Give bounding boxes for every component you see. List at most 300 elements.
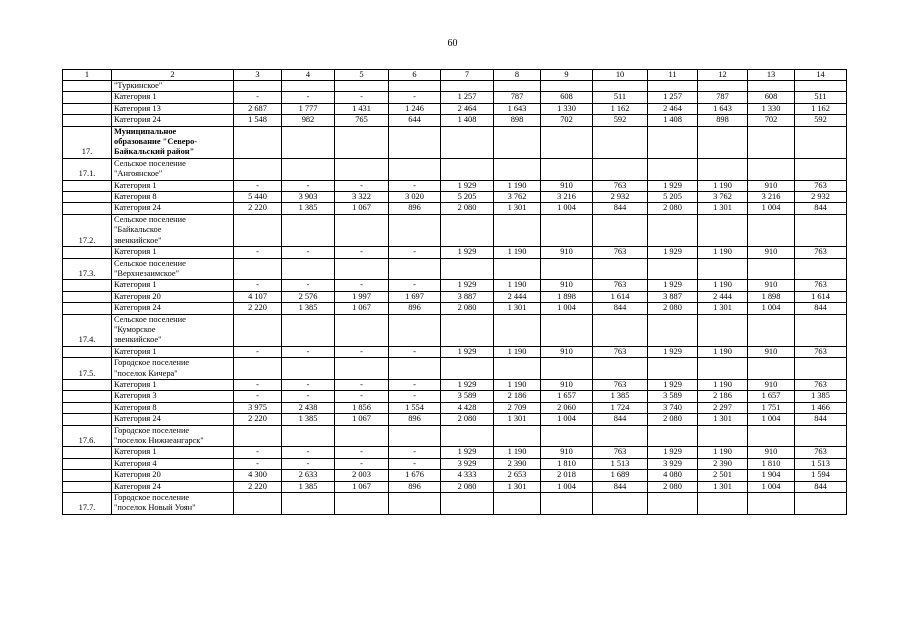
value-cell: 2 080 (648, 203, 698, 214)
value-cell (335, 81, 389, 92)
value-cell: 1 408 (648, 115, 698, 126)
value-cell (494, 358, 541, 380)
value-cell (335, 126, 389, 158)
value-cell (234, 425, 282, 447)
value-cell: - (335, 391, 389, 402)
value-cell (494, 258, 541, 280)
row-name-line: Категория 20 (114, 291, 161, 301)
row-name-line: Категория 24 (114, 203, 161, 213)
value-cell (593, 425, 648, 447)
row-name-line: Категория 24 (114, 115, 161, 125)
row-name-line: Категория 1 (114, 447, 157, 457)
value-cell: 1 190 (698, 247, 748, 258)
value-cell: 5 205 (441, 192, 494, 203)
value-cell: - (389, 458, 441, 469)
page-number: 60 (447, 38, 458, 49)
value-cell: 1 190 (494, 447, 541, 458)
value-cell (234, 158, 282, 180)
value-cell: 1 190 (494, 180, 541, 191)
value-cell: - (335, 180, 389, 191)
value-cell: 1 929 (648, 379, 698, 390)
value-cell (494, 314, 541, 346)
value-cell (389, 214, 441, 246)
value-cell: 3 216 (541, 192, 593, 203)
row-name (112, 303, 234, 314)
value-cell (441, 258, 494, 280)
table-row (63, 291, 847, 302)
table-row (63, 126, 847, 158)
value-cell: 1 385 (282, 303, 335, 314)
value-cell: 592 (795, 115, 847, 126)
value-cell: - (335, 247, 389, 258)
value-cell (541, 314, 593, 346)
value-cell: 2 444 (494, 291, 541, 302)
row-name (112, 447, 234, 458)
value-cell: 4 300 (234, 470, 282, 481)
value-cell: 1 067 (335, 203, 389, 214)
value-cell: - (389, 180, 441, 191)
value-cell: 844 (795, 481, 847, 492)
row-name (112, 414, 234, 425)
value-cell: 844 (593, 203, 648, 214)
value-cell: 898 (494, 115, 541, 126)
table-row (63, 414, 847, 425)
value-cell: 2 390 (698, 458, 748, 469)
row-name-line: "поселок Нижнеангарск" (114, 436, 204, 445)
value-cell: - (335, 280, 389, 291)
tariff-table (62, 69, 847, 515)
value-cell (234, 314, 282, 346)
table-row (63, 203, 847, 214)
value-cell: 1 301 (494, 303, 541, 314)
value-cell: 763 (795, 247, 847, 258)
value-cell: 1 689 (593, 470, 648, 481)
value-cell: 3 589 (648, 391, 698, 402)
value-cell (593, 158, 648, 180)
value-cell: 2 444 (698, 291, 748, 302)
value-cell: 910 (541, 346, 593, 357)
value-cell: 2 080 (441, 203, 494, 214)
value-cell: 1 004 (541, 203, 593, 214)
value-cell (748, 358, 795, 380)
value-cell: 1 929 (648, 180, 698, 191)
value-cell (748, 81, 795, 92)
section-number (63, 103, 112, 114)
value-cell: - (389, 280, 441, 291)
row-name-line: Сельское поселение (114, 158, 186, 168)
value-cell (698, 126, 748, 158)
row-name (112, 192, 234, 203)
value-cell (389, 314, 441, 346)
table-row (63, 92, 847, 103)
value-cell (648, 425, 698, 447)
value-cell (494, 158, 541, 180)
value-cell: - (389, 447, 441, 458)
value-cell (648, 258, 698, 280)
table-row (63, 247, 847, 258)
value-cell (234, 126, 282, 158)
value-cell (593, 493, 648, 515)
value-cell (494, 81, 541, 92)
value-cell: 763 (795, 280, 847, 291)
value-cell: 1 067 (335, 481, 389, 492)
value-cell (748, 158, 795, 180)
value-cell (234, 214, 282, 246)
value-cell: 1 657 (748, 391, 795, 402)
value-cell: 1 330 (748, 103, 795, 114)
row-name-line: "поселок Новый Уоян" (114, 503, 196, 513)
value-cell: 1 643 (698, 103, 748, 114)
value-cell: 592 (593, 115, 648, 126)
value-cell: 1 385 (282, 203, 335, 214)
value-cell (441, 358, 494, 380)
value-cell (698, 425, 748, 447)
value-cell (795, 214, 847, 246)
section-number (63, 192, 112, 203)
row-name (112, 214, 234, 246)
value-cell (748, 258, 795, 280)
value-cell (335, 493, 389, 515)
value-cell (593, 81, 648, 92)
value-cell: 896 (389, 414, 441, 425)
value-cell: 3 887 (441, 291, 494, 302)
value-cell: 1 190 (698, 180, 748, 191)
value-cell: - (234, 180, 282, 191)
row-name-line: Сельское поселение (114, 314, 186, 324)
header-row (63, 70, 847, 81)
value-cell: 1 190 (698, 447, 748, 458)
value-cell (441, 126, 494, 158)
value-cell (748, 425, 795, 447)
section-number: 17.7. (63, 493, 112, 515)
value-cell: 1 856 (335, 402, 389, 413)
value-cell: 1 929 (441, 247, 494, 258)
value-cell: 763 (593, 379, 648, 390)
value-cell: - (335, 458, 389, 469)
value-cell: 2 297 (698, 402, 748, 413)
row-name-line: Категория 1 (114, 247, 157, 257)
value-cell: 1 810 (541, 458, 593, 469)
value-cell: 1 929 (441, 447, 494, 458)
value-cell: 1 614 (593, 291, 648, 302)
row-name-line: Категория 8 (114, 402, 157, 412)
value-cell: 1 301 (698, 481, 748, 492)
value-cell: 511 (795, 92, 847, 103)
section-number (63, 346, 112, 357)
section-number (63, 81, 112, 92)
section-number: 17.3. (63, 258, 112, 280)
value-cell: 1 301 (698, 414, 748, 425)
value-cell: 608 (541, 92, 593, 103)
row-name (112, 180, 234, 191)
row-name-line: Категория 1 (114, 180, 157, 190)
value-cell: 1 929 (441, 180, 494, 191)
value-cell: 1 594 (795, 470, 847, 481)
row-name-line: "Верхнезаимское" (114, 268, 179, 278)
value-cell: 3 903 (282, 192, 335, 203)
value-cell: 910 (748, 379, 795, 390)
value-cell: - (282, 447, 335, 458)
value-cell (234, 493, 282, 515)
value-cell: 763 (795, 379, 847, 390)
value-cell: 1 004 (748, 203, 795, 214)
section-number (63, 92, 112, 103)
value-cell (335, 425, 389, 447)
value-cell: 2 080 (441, 481, 494, 492)
value-cell: 2 576 (282, 291, 335, 302)
value-cell: 1 301 (494, 414, 541, 425)
value-cell: - (282, 346, 335, 357)
value-cell (335, 314, 389, 346)
value-cell (648, 158, 698, 180)
value-cell: 1 657 (541, 391, 593, 402)
value-cell: - (389, 346, 441, 357)
value-cell: 1 929 (648, 280, 698, 291)
value-cell (593, 358, 648, 380)
value-cell: 1 554 (389, 402, 441, 413)
value-cell (541, 126, 593, 158)
value-cell: 910 (748, 346, 795, 357)
row-name (112, 358, 234, 380)
value-cell: 844 (593, 303, 648, 314)
value-cell (795, 126, 847, 158)
value-cell: 1 929 (648, 346, 698, 357)
value-cell (234, 81, 282, 92)
row-name (112, 458, 234, 469)
column-header: 10 (593, 70, 648, 81)
section-number (63, 291, 112, 302)
value-cell (389, 258, 441, 280)
table-row (63, 458, 847, 469)
value-cell: 511 (593, 92, 648, 103)
value-cell: 2 633 (282, 470, 335, 481)
value-cell: 3 929 (441, 458, 494, 469)
value-cell: 4 428 (441, 402, 494, 413)
value-cell (441, 81, 494, 92)
value-cell: 5 205 (648, 192, 698, 203)
value-cell: - (234, 280, 282, 291)
section-number: 17. (63, 126, 112, 158)
value-cell: 844 (593, 414, 648, 425)
value-cell (648, 81, 698, 92)
value-cell: 1 385 (282, 481, 335, 492)
value-cell: 1 004 (748, 481, 795, 492)
value-cell: 2 060 (541, 402, 593, 413)
row-name (112, 402, 234, 413)
value-cell (648, 358, 698, 380)
row-name-line: Городское поселение (114, 425, 190, 435)
value-cell (593, 214, 648, 246)
value-cell: - (335, 346, 389, 357)
row-name (112, 158, 234, 180)
value-cell: - (234, 447, 282, 458)
value-cell (335, 158, 389, 180)
value-cell: 1 301 (698, 303, 748, 314)
value-cell: 763 (593, 280, 648, 291)
value-cell: - (389, 391, 441, 402)
value-cell: - (282, 92, 335, 103)
value-cell (541, 358, 593, 380)
value-cell: 2 653 (494, 470, 541, 481)
value-cell: - (389, 379, 441, 390)
row-name (112, 103, 234, 114)
value-cell: 2 220 (234, 481, 282, 492)
value-cell (389, 126, 441, 158)
value-cell (648, 126, 698, 158)
value-cell: 2 932 (795, 192, 847, 203)
table-row (63, 314, 847, 346)
value-cell: - (234, 346, 282, 357)
value-cell: 1 898 (541, 291, 593, 302)
section-number (63, 115, 112, 126)
row-name (112, 425, 234, 447)
value-cell: - (389, 92, 441, 103)
table-row (63, 103, 847, 114)
section-number (63, 247, 112, 258)
value-cell (389, 425, 441, 447)
section-number (63, 470, 112, 481)
value-cell (234, 358, 282, 380)
value-cell: 2 080 (648, 414, 698, 425)
column-header: 14 (795, 70, 847, 81)
value-cell: 2 080 (441, 303, 494, 314)
value-cell: 2 220 (234, 303, 282, 314)
value-cell: 763 (593, 447, 648, 458)
value-cell (541, 214, 593, 246)
value-cell: 2 709 (494, 402, 541, 413)
column-header: 7 (441, 70, 494, 81)
value-cell: 1 898 (748, 291, 795, 302)
value-cell: - (234, 247, 282, 258)
row-name-line: образование "Северо- (114, 137, 198, 147)
value-cell: 3 975 (234, 402, 282, 413)
value-cell: - (335, 447, 389, 458)
value-cell (541, 425, 593, 447)
value-cell: - (234, 379, 282, 390)
value-cell: 1 548 (234, 115, 282, 126)
value-cell: 3 762 (698, 192, 748, 203)
value-cell: 2 501 (698, 470, 748, 481)
value-cell: 844 (795, 414, 847, 425)
section-number (63, 402, 112, 413)
value-cell: 1 301 (494, 481, 541, 492)
value-cell (335, 258, 389, 280)
value-cell (282, 358, 335, 380)
section-number: 17.6. (63, 425, 112, 447)
column-header: 4 (282, 70, 335, 81)
value-cell: 1 643 (494, 103, 541, 114)
value-cell: 1 190 (494, 247, 541, 258)
row-name (112, 247, 234, 258)
column-header: 1 (63, 70, 112, 81)
value-cell: 1 190 (698, 280, 748, 291)
row-name-line: Сельское поселение (114, 214, 186, 224)
section-number (63, 481, 112, 492)
table-row (63, 470, 847, 481)
value-cell: 2 464 (648, 103, 698, 114)
value-cell (541, 493, 593, 515)
value-cell: 1 408 (441, 115, 494, 126)
value-cell: 1 929 (648, 247, 698, 258)
section-number (63, 180, 112, 191)
value-cell: 763 (593, 247, 648, 258)
value-cell: 1 676 (389, 470, 441, 481)
value-cell: 1 929 (441, 346, 494, 357)
value-cell: 3 929 (648, 458, 698, 469)
value-cell: 1 067 (335, 303, 389, 314)
value-cell: 1 513 (795, 458, 847, 469)
value-cell (795, 425, 847, 447)
value-cell (494, 214, 541, 246)
value-cell (282, 258, 335, 280)
value-cell: 1 810 (748, 458, 795, 469)
section-number (63, 458, 112, 469)
value-cell (795, 81, 847, 92)
value-cell: 1 724 (593, 402, 648, 413)
value-cell: 2 220 (234, 414, 282, 425)
section-number (63, 414, 112, 425)
row-name (112, 115, 234, 126)
value-cell: - (282, 458, 335, 469)
row-name-line: Категория 24 (114, 414, 161, 424)
value-cell: 1 190 (494, 346, 541, 357)
column-header: 11 (648, 70, 698, 81)
value-cell: 1 004 (748, 414, 795, 425)
value-cell: 1 162 (795, 103, 847, 114)
value-cell: - (234, 391, 282, 402)
column-header: 6 (389, 70, 441, 81)
value-cell: 910 (748, 280, 795, 291)
value-cell: 1 385 (593, 391, 648, 402)
value-cell: - (282, 247, 335, 258)
value-cell (282, 425, 335, 447)
table-row (63, 81, 847, 92)
value-cell: 3 762 (494, 192, 541, 203)
value-cell: 2 932 (593, 192, 648, 203)
row-name-line: Сельское поселение (114, 258, 186, 268)
value-cell (441, 425, 494, 447)
value-cell (389, 493, 441, 515)
value-cell (282, 158, 335, 180)
value-cell (389, 81, 441, 92)
value-cell (494, 126, 541, 158)
value-cell (698, 158, 748, 180)
table-row (63, 358, 847, 380)
value-cell: 1 431 (335, 103, 389, 114)
value-cell: 644 (389, 115, 441, 126)
value-cell: 2 003 (335, 470, 389, 481)
row-name-line: "Туркинское" (114, 81, 163, 90)
value-cell (648, 314, 698, 346)
row-name-line: Муниципальное (114, 126, 177, 136)
value-cell: - (335, 379, 389, 390)
row-name (112, 291, 234, 302)
row-name (112, 481, 234, 492)
table-row (63, 258, 847, 280)
value-cell (282, 214, 335, 246)
row-name (112, 280, 234, 291)
value-cell: 702 (541, 115, 593, 126)
value-cell: 910 (748, 447, 795, 458)
value-cell (282, 126, 335, 158)
value-cell (698, 493, 748, 515)
value-cell: 763 (593, 346, 648, 357)
row-name (112, 258, 234, 280)
value-cell: 2 080 (648, 303, 698, 314)
row-name (112, 203, 234, 214)
value-cell (748, 214, 795, 246)
table-row (63, 214, 847, 246)
